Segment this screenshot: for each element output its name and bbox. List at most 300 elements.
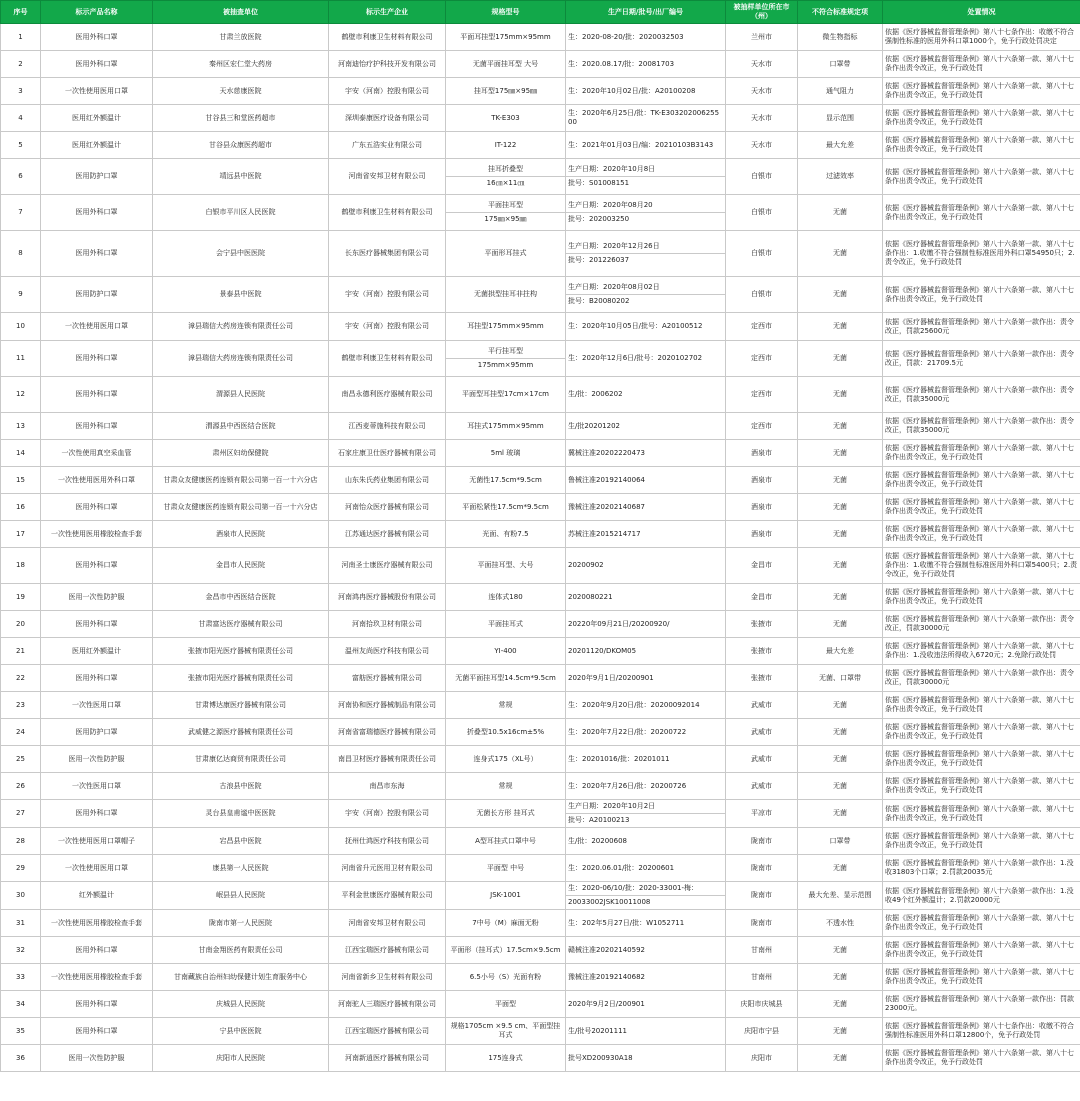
cell-batch-line: 批号：A20100213	[568, 816, 630, 824]
cell-action: 依据《医疗器械监督管理条例》第八十六条第一款、第八十七条作出责令改正，免予行政处罚	[883, 719, 1080, 746]
cell-no: 13	[1, 413, 41, 440]
cell-unit: 甘肃兰放医院	[153, 24, 329, 51]
cell-unit: 张掖市阳光医疗器械有限责任公司	[153, 638, 329, 665]
cell-no: 27	[1, 800, 41, 828]
cell-spec: TK-E303	[446, 105, 566, 132]
header-col-batch: 生产日期/批号/出厂编号	[566, 1, 726, 24]
cell-batch	[566, 159, 726, 195]
cell-product: 医用红外额温计	[41, 132, 153, 159]
cell-fail: 无菌	[798, 855, 883, 882]
cell-fail: 无菌、口罩带	[798, 665, 883, 692]
table-row	[1, 377, 1080, 413]
cell-unit: 甘肃众友健康医药连锁有限公司第一百一十六分店	[153, 467, 329, 494]
cell-fail: 无菌	[798, 746, 883, 773]
cell-maker: 南昌永德利医疗器械有限公司	[329, 377, 446, 413]
cell-no: 29	[1, 855, 41, 882]
cell-batch-line: 生产日期：2020年10月2日	[566, 800, 725, 814]
cell-city: 天水市	[726, 78, 798, 105]
cell-product: 一次性使用医用橡胶检查手套	[41, 910, 153, 937]
cell-fail: 通气阻力	[798, 78, 883, 105]
cell-no: 36	[1, 1045, 41, 1072]
cell-spec: 平面形（挂耳式）17.5cm×9.5cm	[446, 937, 566, 964]
cell-city: 陇南市	[726, 828, 798, 855]
cell-no: 23	[1, 692, 41, 719]
table-row	[1, 440, 1080, 467]
cell-no: 21	[1, 638, 41, 665]
cell-maker: 宇安（河南）控股有限公司	[329, 78, 446, 105]
cell-fail: 微生物指标	[798, 24, 883, 51]
cell-batch-line: 批号：202003250	[568, 215, 630, 223]
cell-fail: 无菌	[798, 548, 883, 584]
cell-city: 天水市	[726, 105, 798, 132]
cell-product: 医用外科口罩	[41, 24, 153, 51]
cell-maker: 广东五浩实业有限公司	[329, 132, 446, 159]
cell-product: 医用外科口罩	[41, 991, 153, 1018]
cell-no: 30	[1, 882, 41, 910]
cell-unit: 宁县中医医院	[153, 1018, 329, 1045]
cell-unit: 武威健之源医疗器械有限责任公司	[153, 719, 329, 746]
cell-fail: 无菌	[798, 964, 883, 991]
cell-action: 依据《医疗器械监督管理条例》第八十六条第一款、第八十七条作出责令改正，免予行政处罚	[883, 800, 1080, 828]
cell-fail: 无菌	[798, 1018, 883, 1045]
cell-product: 医用外科口罩	[41, 800, 153, 828]
table-row	[1, 231, 1080, 277]
cell-city: 白银市	[726, 195, 798, 231]
cell-product: 一次性使用医用口罩	[41, 78, 153, 105]
table-row	[1, 313, 1080, 341]
cell-spec-line: 175mm×95mm	[477, 361, 534, 369]
header-col-product: 标示产品名称	[41, 1, 153, 24]
cell-maker: 宇安（河南）控股有限公司	[329, 800, 446, 828]
cell-batch-line: 生：2020-06/10/批：2020-33001-梅：	[566, 882, 725, 896]
cell-maker: 河南迪怡疗护科技开发有限公司	[329, 51, 446, 78]
cell-city: 白银市	[726, 159, 798, 195]
cell-no: 6	[1, 159, 41, 195]
cell-fail: 无菌	[798, 195, 883, 231]
cell-batch	[566, 231, 726, 277]
cell-no: 5	[1, 132, 41, 159]
cell-product: 一次性使用医用橡胶检查手套	[41, 964, 153, 991]
cell-batch: 豫械注准20192140682	[566, 964, 726, 991]
cell-maker: 河南协和医疗器械制品有限公司	[329, 692, 446, 719]
table-row	[1, 195, 1080, 231]
cell-spec: 7中号（M）麻面无粉	[446, 910, 566, 937]
cell-spec: 常规	[446, 773, 566, 800]
cell-spec: IT-122	[446, 132, 566, 159]
cell-unit: 景泰县中医院	[153, 277, 329, 313]
cell-maker: 长东医疗器械集团有限公司	[329, 231, 446, 277]
cell-action: 依据《医疗器械监督管理条例》第八十六条第一款、第八十七条作出责令改正，免予行政处罚	[883, 692, 1080, 719]
cell-spec: 平面型	[446, 991, 566, 1018]
cell-maker: 平利金世康医疗器械有限公司	[329, 882, 446, 910]
cell-spec: 无菌平面挂耳型 大号	[446, 51, 566, 78]
cell-spec	[446, 341, 566, 377]
cell-maker: 江西麦蒂施科技有限公司	[329, 413, 446, 440]
cell-action: 依据《医疗器械监督管理条例》第八十六条第一款作出：1.没收49个红外额温计；2.罚款20000元	[883, 882, 1080, 910]
cell-no: 17	[1, 521, 41, 548]
cell-action: 依据《医疗器械监督管理条例》第八十六条第一款作出：责令改正，罚款35000元	[883, 377, 1080, 413]
cell-batch-line: 生产日期：2020年10月8日	[566, 163, 725, 177]
cell-batch-line: 批号：S01008151	[568, 179, 630, 187]
cell-maker: 抚州仕鸿医疗科技有限公司	[329, 828, 446, 855]
cell-no: 3	[1, 78, 41, 105]
cell-spec: 规格1705cm ×9.5 cm、平面型挂耳式	[446, 1018, 566, 1045]
cell-product: 医用外科口罩	[41, 665, 153, 692]
cell-batch: 生/批号20201111	[566, 1018, 726, 1045]
cell-spec-line: 16㎝×11㎝	[486, 179, 525, 187]
cell-city: 庆阳市庆城县	[726, 991, 798, 1018]
table-row	[1, 1045, 1080, 1072]
cell-spec: 折叠型10.5x16cm±5%	[446, 719, 566, 746]
cell-fail: 无菌	[798, 937, 883, 964]
cell-maker: 河南省安邦卫材有限公司	[329, 910, 446, 937]
cell-batch: 生：2020.08.17/批：20081703	[566, 51, 726, 78]
cell-action: 依据《医疗器械监督管理条例》第八十六条第一款、第八十七条作出责令改正，免予行政处罚	[883, 105, 1080, 132]
cell-unit: 天水慈康医院	[153, 78, 329, 105]
cell-unit: 漳县瑞信大药房连锁有限责任公司	[153, 341, 329, 377]
cell-maker: 深圳泰康医疗设备有限公司	[329, 105, 446, 132]
cell-action: 依据《医疗器械监督管理条例》第八十七条作出：收缴不符合强制性标准的医用外科口罩1000个，免予行政处罚决定	[883, 24, 1080, 51]
cell-unit: 甘肃博达康医疗器械有限公司	[153, 692, 329, 719]
cell-no: 8	[1, 231, 41, 277]
cell-product: 医用外科口罩	[41, 413, 153, 440]
cell-unit: 秦州区宏仁堂大药房	[153, 51, 329, 78]
cell-maker: 石家庄康卫仕医疗器械有限公司	[329, 440, 446, 467]
cell-city: 武威市	[726, 773, 798, 800]
cell-spec: 6.5小号（S）光面有粉	[446, 964, 566, 991]
table-row	[1, 277, 1080, 313]
cell-action: 依据《医疗器械监督管理条例》第八十六条第一款、第八十七条作出：1.收缴不符合强制性标准医用外科口罩54950只；2.责令改正，免予行政处罚	[883, 231, 1080, 277]
cell-action: 依据《医疗器械监督管理条例》第八十七条作出：收缴不符合强制性标准医用外科口罩12800个，免予行政处罚	[883, 1018, 1080, 1045]
cell-city: 酒泉市	[726, 521, 798, 548]
cell-product: 医用防护口罩	[41, 277, 153, 313]
cell-product: 医用防护口罩	[41, 159, 153, 195]
table-row	[1, 521, 1080, 548]
cell-product: 医用一次性防护服	[41, 746, 153, 773]
cell-spec: 光面、有粉7.5	[446, 521, 566, 548]
cell-batch: 2020年9月2日/200901	[566, 991, 726, 1018]
table-row	[1, 665, 1080, 692]
cell-action: 依据《医疗器械监督管理条例》第八十六条第一款作出：责令改正，罚款30000元	[883, 665, 1080, 692]
cell-spec-line: 挂耳折叠型	[446, 163, 565, 177]
table-row	[1, 719, 1080, 746]
cell-no: 33	[1, 964, 41, 991]
cell-spec-line: 175㎜×95㎜	[484, 215, 527, 223]
cell-no: 25	[1, 746, 41, 773]
cell-fail: 无菌	[798, 494, 883, 521]
cell-no: 31	[1, 910, 41, 937]
cell-city: 甘南州	[726, 937, 798, 964]
cell-batch	[566, 800, 726, 828]
table-row	[1, 78, 1080, 105]
cell-action: 依据《医疗器械监督管理条例》第八十六条第一款、第八十七条作出：1.收缴不符合强制性标准医用外科口罩5400只；2.责令改正，免予行政处罚	[883, 548, 1080, 584]
cell-maker: 江苏通达医疗器械有限公司	[329, 521, 446, 548]
cell-no: 1	[1, 24, 41, 51]
cell-maker: 鹤壁市利康卫生材料有限公司	[329, 195, 446, 231]
cell-batch: 赣械注准20202140592	[566, 937, 726, 964]
cell-spec-line: 平面挂耳型	[446, 199, 565, 213]
cell-no: 12	[1, 377, 41, 413]
cell-batch: 2020年9月1日/20200901	[566, 665, 726, 692]
cell-fail: 无菌	[798, 521, 883, 548]
table-row	[1, 132, 1080, 159]
cell-action: 依据《医疗器械监督管理条例》第八十六条第一款、第八十七条作出责令改正，免予行政处罚	[883, 159, 1080, 195]
cell-unit: 甘谷县三和堂医药超市	[153, 105, 329, 132]
cell-no: 15	[1, 467, 41, 494]
table-row	[1, 1018, 1080, 1045]
cell-maker: 河南省升元医用卫材有限公司	[329, 855, 446, 882]
header-row	[1, 1, 1080, 24]
cell-batch: 生：2021年01月03日/编：20210103B3143	[566, 132, 726, 159]
table-row	[1, 341, 1080, 377]
cell-action: 依据《医疗器械监督管理条例》第八十六条第一款、第八十七条作出责令改正，免予行政处罚	[883, 277, 1080, 313]
cell-product: 医用外科口罩	[41, 377, 153, 413]
cell-fail: 无菌	[798, 719, 883, 746]
cell-unit: 甘肃众友健康医药连锁有限公司第一百一十六分店	[153, 494, 329, 521]
cell-batch: 生：2020年12月6日/批号：2020102702	[566, 341, 726, 377]
cell-fail: 无菌	[798, 1045, 883, 1072]
cell-unit: 古浪县中医院	[153, 773, 329, 800]
cell-action: 依据《医疗器械监督管理条例》第八十六条第一款作出：责令改正，罚款：21709.5元	[883, 341, 1080, 377]
cell-unit: 酒泉市人民医院	[153, 521, 329, 548]
cell-maker: 河南怡众医疗器械有限公司	[329, 494, 446, 521]
cell-fail: 无菌	[798, 800, 883, 828]
cell-spec: 无菌拱型挂耳非拄构	[446, 277, 566, 313]
cell-batch	[566, 195, 726, 231]
cell-batch-line: 生产日期：2020年12月26日	[566, 240, 725, 254]
cell-product: 医用外科口罩	[41, 937, 153, 964]
cell-maker: 河南省富瑞德医疗器械有限公司	[329, 719, 446, 746]
cell-city: 张掖市	[726, 665, 798, 692]
cell-batch: 豫械注准20202140687	[566, 494, 726, 521]
cell-product: 医用防护口罩	[41, 719, 153, 746]
table-row	[1, 692, 1080, 719]
cell-city: 庆阳市	[726, 1045, 798, 1072]
cell-spec: JSK-1001	[446, 882, 566, 910]
cell-action: 依据《医疗器械监督管理条例》第八十六条第一款、第八十七条作出责令改正，免予行政处罚	[883, 584, 1080, 611]
cell-unit: 渭源县人民医院	[153, 377, 329, 413]
cell-city: 庆阳市宁县	[726, 1018, 798, 1045]
cell-city: 天水市	[726, 51, 798, 78]
cell-fail: 口罩带	[798, 51, 883, 78]
cell-batch: 生：2020年10月02日/批：A20100208	[566, 78, 726, 105]
cell-no: 2	[1, 51, 41, 78]
cell-unit: 金昌市中西医结合医院	[153, 584, 329, 611]
cell-spec: 平面型 中号	[446, 855, 566, 882]
cell-batch: 2020080221	[566, 584, 726, 611]
cell-batch	[566, 277, 726, 313]
cell-fail: 无菌	[798, 313, 883, 341]
cell-action: 依据《医疗器械监督管理条例》第八十六条第一款作出：责令改正，罚款25600元	[883, 313, 1080, 341]
cell-city: 武威市	[726, 746, 798, 773]
cell-batch: 生/批：20200608	[566, 828, 726, 855]
cell-spec: YI-400	[446, 638, 566, 665]
cell-action: 依据《医疗器械监督管理条例》第八十六条第一款、第八十七条作出责令改正，免予行政处罚	[883, 521, 1080, 548]
cell-spec: 平面松紧性17.5cm*9.5cm	[446, 494, 566, 521]
cell-unit: 甘谷县众康医药超市	[153, 132, 329, 159]
cell-batch: 生：202年5月27日/批：W1052711	[566, 910, 726, 937]
cell-maker: 鹤壁市利康卫生材料有限公司	[329, 341, 446, 377]
cell-spec: 连体式180	[446, 584, 566, 611]
cell-action: 依据《医疗器械监督管理条例》第八十六条第一款、第八十七条作出责令改正，免予行政处罚	[883, 494, 1080, 521]
cell-batch: 生：2020年10月05日/批号：A20100512	[566, 313, 726, 341]
cell-spec: 连身式175（XL号）	[446, 746, 566, 773]
cell-unit: 肃州区妇幼保健院	[153, 440, 329, 467]
cell-maker: 鹤壁市利康卫生材料有限公司	[329, 24, 446, 51]
cell-no: 26	[1, 773, 41, 800]
cell-action: 依据《医疗器械监督管理条例》第八十六条第一款、第八十七条作出责令改正，免予行政处罚	[883, 910, 1080, 937]
cell-city: 白银市	[726, 231, 798, 277]
cell-action: 依据《医疗器械监督管理条例》第八十六条第一款、第八十七条作出责令改正，免予行政处罚	[883, 78, 1080, 105]
table-row	[1, 159, 1080, 195]
cell-product: 一次性使用医用外科口罩	[41, 467, 153, 494]
header-col-unit: 被抽查单位	[153, 1, 329, 24]
cell-no: 4	[1, 105, 41, 132]
cell-unit: 甘肃康亿达商贸有限责任公司	[153, 746, 329, 773]
cell-maker: 河南省安邦卫材有限公司	[329, 159, 446, 195]
cell-city: 定西市	[726, 377, 798, 413]
cell-spec: 无菌平面挂耳型14.5cm*9.5cm	[446, 665, 566, 692]
cell-unit: 庆城县人民医院	[153, 991, 329, 1018]
cell-city: 陇南市	[726, 882, 798, 910]
cell-fail: 无菌	[798, 584, 883, 611]
cell-batch: 鲁械注准20192140064	[566, 467, 726, 494]
cell-city: 张掖市	[726, 638, 798, 665]
cell-product: 医用红外额温计	[41, 105, 153, 132]
cell-batch: 冀械注准20202220473	[566, 440, 726, 467]
cell-maker: 河南省新乡卫生材料有限公司	[329, 964, 446, 991]
cell-maker: 河南拾玖卫材有限公司	[329, 611, 446, 638]
cell-city: 定西市	[726, 413, 798, 440]
cell-no: 32	[1, 937, 41, 964]
table-row	[1, 413, 1080, 440]
cell-spec: 无菌性17.5cm*9.5cm	[446, 467, 566, 494]
cell-fail: 口罩带	[798, 828, 883, 855]
cell-maker: 宇安（河南）控股有限公司	[329, 313, 446, 341]
cell-fail: 无菌	[798, 377, 883, 413]
cell-fail: 最大允差	[798, 638, 883, 665]
cell-action: 依据《医疗器械监督管理条例》第八十六条第一款、第八十七条作出责令改正，免予行政处罚	[883, 746, 1080, 773]
cell-no: 19	[1, 584, 41, 611]
table-row	[1, 494, 1080, 521]
header-col-city: 被抽样单位所在市（州）	[726, 1, 798, 24]
cell-unit: 宕昌县中医院	[153, 828, 329, 855]
cell-fail: 无菌	[798, 611, 883, 638]
header-col-fail: 不符合标准规定项	[798, 1, 883, 24]
cell-batch: 生：2020年6月25日/批：TK-E30320200625500	[566, 105, 726, 132]
cell-no: 18	[1, 548, 41, 584]
cell-unit: 灵台县皇甫谧中医医院	[153, 800, 329, 828]
table-row	[1, 937, 1080, 964]
cell-product: 医用外科口罩	[41, 51, 153, 78]
cell-product: 医用外科口罩	[41, 494, 153, 521]
table-row	[1, 910, 1080, 937]
table-body	[1, 24, 1080, 1072]
cell-action: 依据《医疗器械监督管理条例》第八十六条第一款、第八十七条作出责令改正，免予行政处罚	[883, 467, 1080, 494]
cell-batch: 生：20201016/批：20201011	[566, 746, 726, 773]
cell-product: 医用外科口罩	[41, 231, 153, 277]
cell-spec-line: 平行挂耳型	[446, 345, 565, 359]
table-row	[1, 105, 1080, 132]
cell-spec: 无菌长方形 挂耳式	[446, 800, 566, 828]
cell-city: 酒泉市	[726, 467, 798, 494]
cell-batch: 20200902	[566, 548, 726, 584]
cell-city: 陇南市	[726, 855, 798, 882]
cell-action: 依据《医疗器械监督管理条例》第八十六条第一款、第八十七条作出责令改正，免予行政处罚	[883, 1045, 1080, 1072]
cell-spec: 耳挂型175mm×95mm	[446, 313, 566, 341]
cell-product: 医用红外额温计	[41, 638, 153, 665]
cell-no: 10	[1, 313, 41, 341]
cell-maker: 富舫医疗器械有限公司	[329, 665, 446, 692]
cell-batch: 生：2020年9月20日/批：20200092014	[566, 692, 726, 719]
cell-action: 依据《医疗器械监督管理条例》第八十六条第一款、第八十七条作出责令改正，免予行政处罚	[883, 132, 1080, 159]
cell-fail: 无菌	[798, 773, 883, 800]
cell-fail: 最大允差、显示范围	[798, 882, 883, 910]
table-row	[1, 964, 1080, 991]
cell-unit: 庆阳市人民医院	[153, 1045, 329, 1072]
cell-unit: 金昌市人民医院	[153, 548, 329, 584]
cell-action: 依据《医疗器械监督管理条例》第八十六条第一款、第八十七条作出责令改正，免予行政处罚	[883, 440, 1080, 467]
cell-no: 16	[1, 494, 41, 521]
cell-unit: 白银市平川区人民医院	[153, 195, 329, 231]
cell-unit: 甘肃富达医疗器械有限公司	[153, 611, 329, 638]
cell-city: 天水市	[726, 132, 798, 159]
cell-unit: 会宁县中医医院	[153, 231, 329, 277]
cell-product: 医用外科口罩	[41, 1018, 153, 1045]
cell-no: 28	[1, 828, 41, 855]
table-row	[1, 584, 1080, 611]
cell-fail: 无菌	[798, 692, 883, 719]
table-row	[1, 991, 1080, 1018]
cell-no: 22	[1, 665, 41, 692]
cell-city: 定西市	[726, 313, 798, 341]
cell-city: 酒泉市	[726, 494, 798, 521]
cell-fail: 无菌	[798, 991, 883, 1018]
cell-maker: 南昌卫材医疗器械有限责任公司	[329, 746, 446, 773]
cell-batch: 生/批：2006202	[566, 377, 726, 413]
cell-fail: 最大允差	[798, 132, 883, 159]
cell-product: 医用一次性防护服	[41, 584, 153, 611]
cell-spec: A型耳挂式口罩中号	[446, 828, 566, 855]
cell-action: 依据《医疗器械监督管理条例》第八十六条第一款作出：责令改正，罚款30000元	[883, 611, 1080, 638]
cell-product: 一次性使用医用口罩	[41, 855, 153, 882]
header-col-spec: 规格型号	[446, 1, 566, 24]
cell-city: 定西市	[726, 341, 798, 377]
cell-spec: 平面挂耳式	[446, 611, 566, 638]
cell-product: 医用外科口罩	[41, 341, 153, 377]
cell-batch: 生：2020-08-20/批：2020032503	[566, 24, 726, 51]
cell-batch	[566, 882, 726, 910]
cell-fail: 无菌	[798, 277, 883, 313]
cell-action: 依据《医疗器械监督管理条例》第八十六条第一款、第八十七条作出责令改正，免予行政处罚	[883, 773, 1080, 800]
cell-no: 20	[1, 611, 41, 638]
cell-no: 24	[1, 719, 41, 746]
table-row	[1, 467, 1080, 494]
cell-no: 7	[1, 195, 41, 231]
cell-city: 陇南市	[726, 910, 798, 937]
cell-product: 一次性医用口罩	[41, 773, 153, 800]
cell-city: 甘南州	[726, 964, 798, 991]
cell-batch-line: 生产日期：2020年08月02日	[566, 281, 725, 295]
cell-spec: 平面型耳挂型17cm×17cm	[446, 377, 566, 413]
cell-maker: 山东朱氏药业集团有限公司	[329, 467, 446, 494]
cell-product: 红外额温计	[41, 882, 153, 910]
cell-fail: 无菌	[798, 413, 883, 440]
cell-unit: 甘南金翔医药有限责任公司	[153, 937, 329, 964]
cell-no: 11	[1, 341, 41, 377]
cell-action: 依据《医疗器械监督管理条例》第八十六条第一款、第八十七条作出责令改正，免予行政处罚	[883, 828, 1080, 855]
cell-city: 金昌市	[726, 548, 798, 584]
